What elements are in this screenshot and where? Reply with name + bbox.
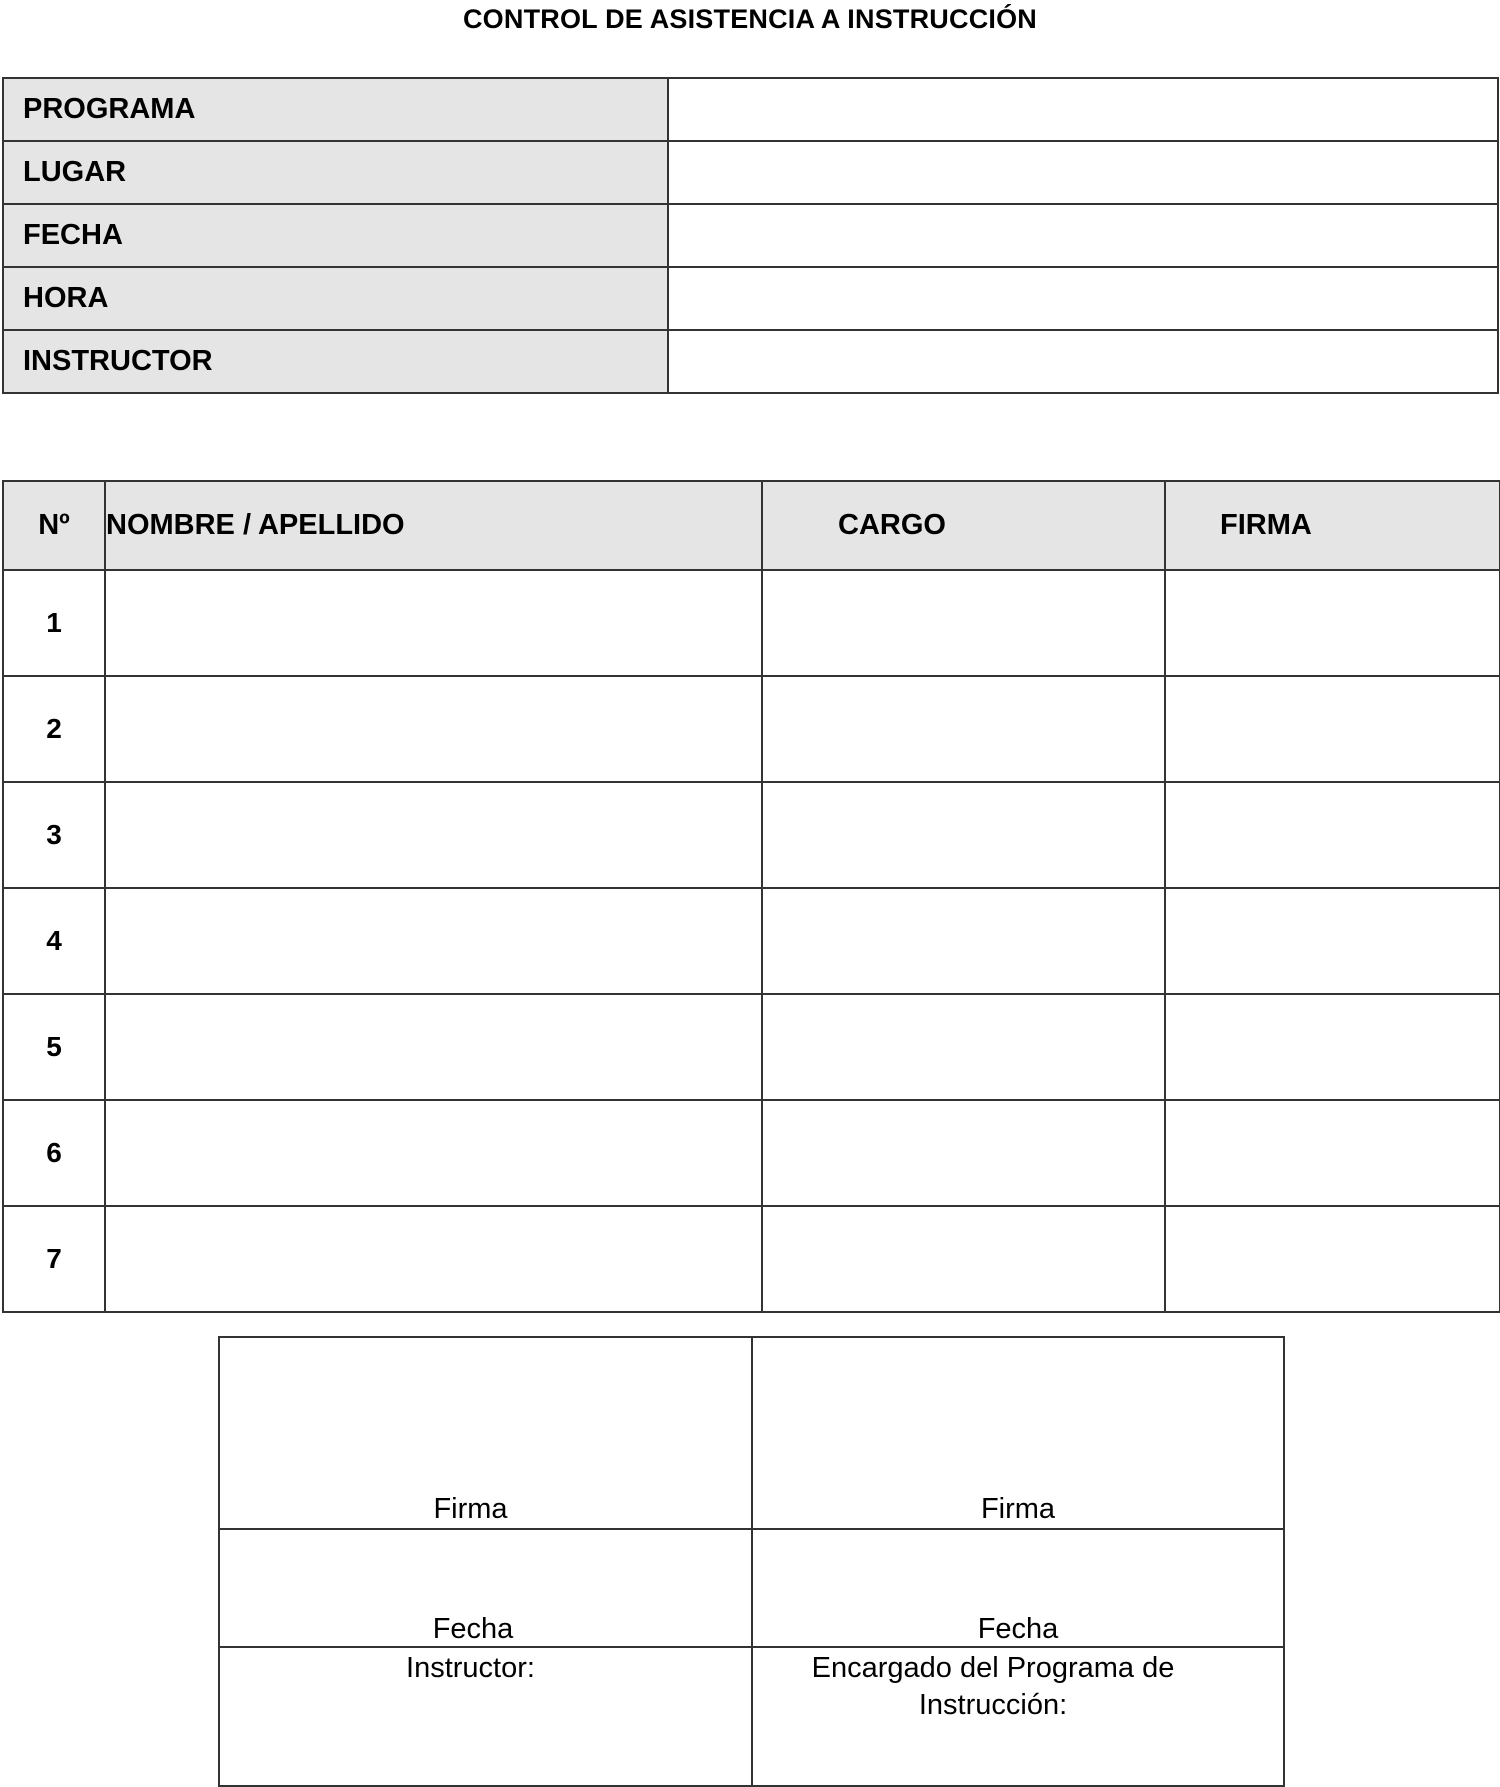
column-header-firma: FIRMA: [1165, 481, 1500, 570]
attendance-header-row: [3, 481, 1500, 570]
info-table: [2, 77, 1499, 394]
table-row: [3, 782, 1500, 888]
cargo-cell[interactable]: [762, 1206, 1165, 1312]
info-label: PROGRAMA: [3, 78, 668, 141]
firma-cell[interactable]: [1165, 1206, 1500, 1312]
encargado-role-cell: [752, 1647, 1284, 1786]
firma-label: Firma: [980, 1493, 1056, 1525]
name-cell[interactable]: [105, 888, 762, 994]
info-label: HORA: [3, 267, 668, 330]
role-row: [219, 1647, 1284, 1786]
cargo-cell[interactable]: [762, 782, 1165, 888]
signature-row: [219, 1337, 1284, 1529]
table-row: [3, 1100, 1500, 1206]
hora-field[interactable]: [668, 267, 1498, 330]
column-header-name: NOMBRE / APELLIDO: [105, 481, 762, 570]
programa-field[interactable]: [668, 78, 1498, 141]
name-cell[interactable]: [105, 782, 762, 888]
info-row-instructor: [3, 330, 1498, 393]
row-number: 1: [3, 570, 105, 676]
column-header-cargo: CARGO: [762, 481, 1165, 570]
firma-cell[interactable]: [1165, 994, 1500, 1100]
firma-cell[interactable]: [1165, 782, 1500, 888]
firma-cell[interactable]: [1165, 1100, 1500, 1206]
info-label: LUGAR: [3, 141, 668, 204]
signature-box: [218, 1336, 1285, 1787]
row-number: 4: [3, 888, 105, 994]
fecha-label: Fecha: [432, 1613, 514, 1645]
fecha-label: Fecha: [977, 1613, 1059, 1645]
encargado-signature-area[interactable]: [752, 1337, 1284, 1529]
table-row: [3, 888, 1500, 994]
encargado-date-area[interactable]: [752, 1529, 1284, 1647]
row-number: 6: [3, 1100, 105, 1206]
info-label: INSTRUCTOR: [3, 330, 668, 393]
instructor-date-area[interactable]: [219, 1529, 752, 1647]
page-title: CONTROL DE ASISTENCIA A INSTRUCCIÓN: [462, 4, 1037, 34]
name-cell[interactable]: [105, 570, 762, 676]
table-row: [3, 676, 1500, 782]
info-row-hora: [3, 267, 1498, 330]
row-number: 2: [3, 676, 105, 782]
cargo-cell[interactable]: [762, 888, 1165, 994]
instructor-signature-area[interactable]: [219, 1337, 752, 1529]
name-cell[interactable]: [105, 994, 762, 1100]
name-cell[interactable]: [105, 1206, 762, 1312]
row-number: 3: [3, 782, 105, 888]
cargo-cell[interactable]: [762, 570, 1165, 676]
info-label: FECHA: [3, 204, 668, 267]
info-row-programa: [3, 78, 1498, 141]
date-row: [219, 1529, 1284, 1647]
firma-cell[interactable]: [1165, 676, 1500, 782]
table-row: [3, 994, 1500, 1100]
instructor-role-cell: [219, 1647, 752, 1786]
firma-cell[interactable]: [1165, 570, 1500, 676]
firma-cell[interactable]: [1165, 888, 1500, 994]
role-label: Encargado del Programa de Instrucción:: [811, 1652, 1175, 1721]
info-row-lugar: [3, 141, 1498, 204]
instructor-field[interactable]: [668, 330, 1498, 393]
name-cell[interactable]: [105, 676, 762, 782]
cargo-cell[interactable]: [762, 1100, 1165, 1206]
row-number: 7: [3, 1206, 105, 1312]
firma-label: Firma: [433, 1493, 508, 1525]
table-row: [3, 570, 1500, 676]
cargo-cell[interactable]: [762, 676, 1165, 782]
info-row-fecha: [3, 204, 1498, 267]
lugar-field[interactable]: [668, 141, 1498, 204]
attendance-table: [2, 480, 1500, 1313]
column-header-no: Nº: [3, 481, 105, 570]
row-number: 5: [3, 994, 105, 1100]
table-row: [3, 1206, 1500, 1312]
fecha-field[interactable]: [668, 204, 1498, 267]
name-cell[interactable]: [105, 1100, 762, 1206]
cargo-cell[interactable]: [762, 994, 1165, 1100]
role-label: Instructor:: [406, 1652, 535, 1684]
